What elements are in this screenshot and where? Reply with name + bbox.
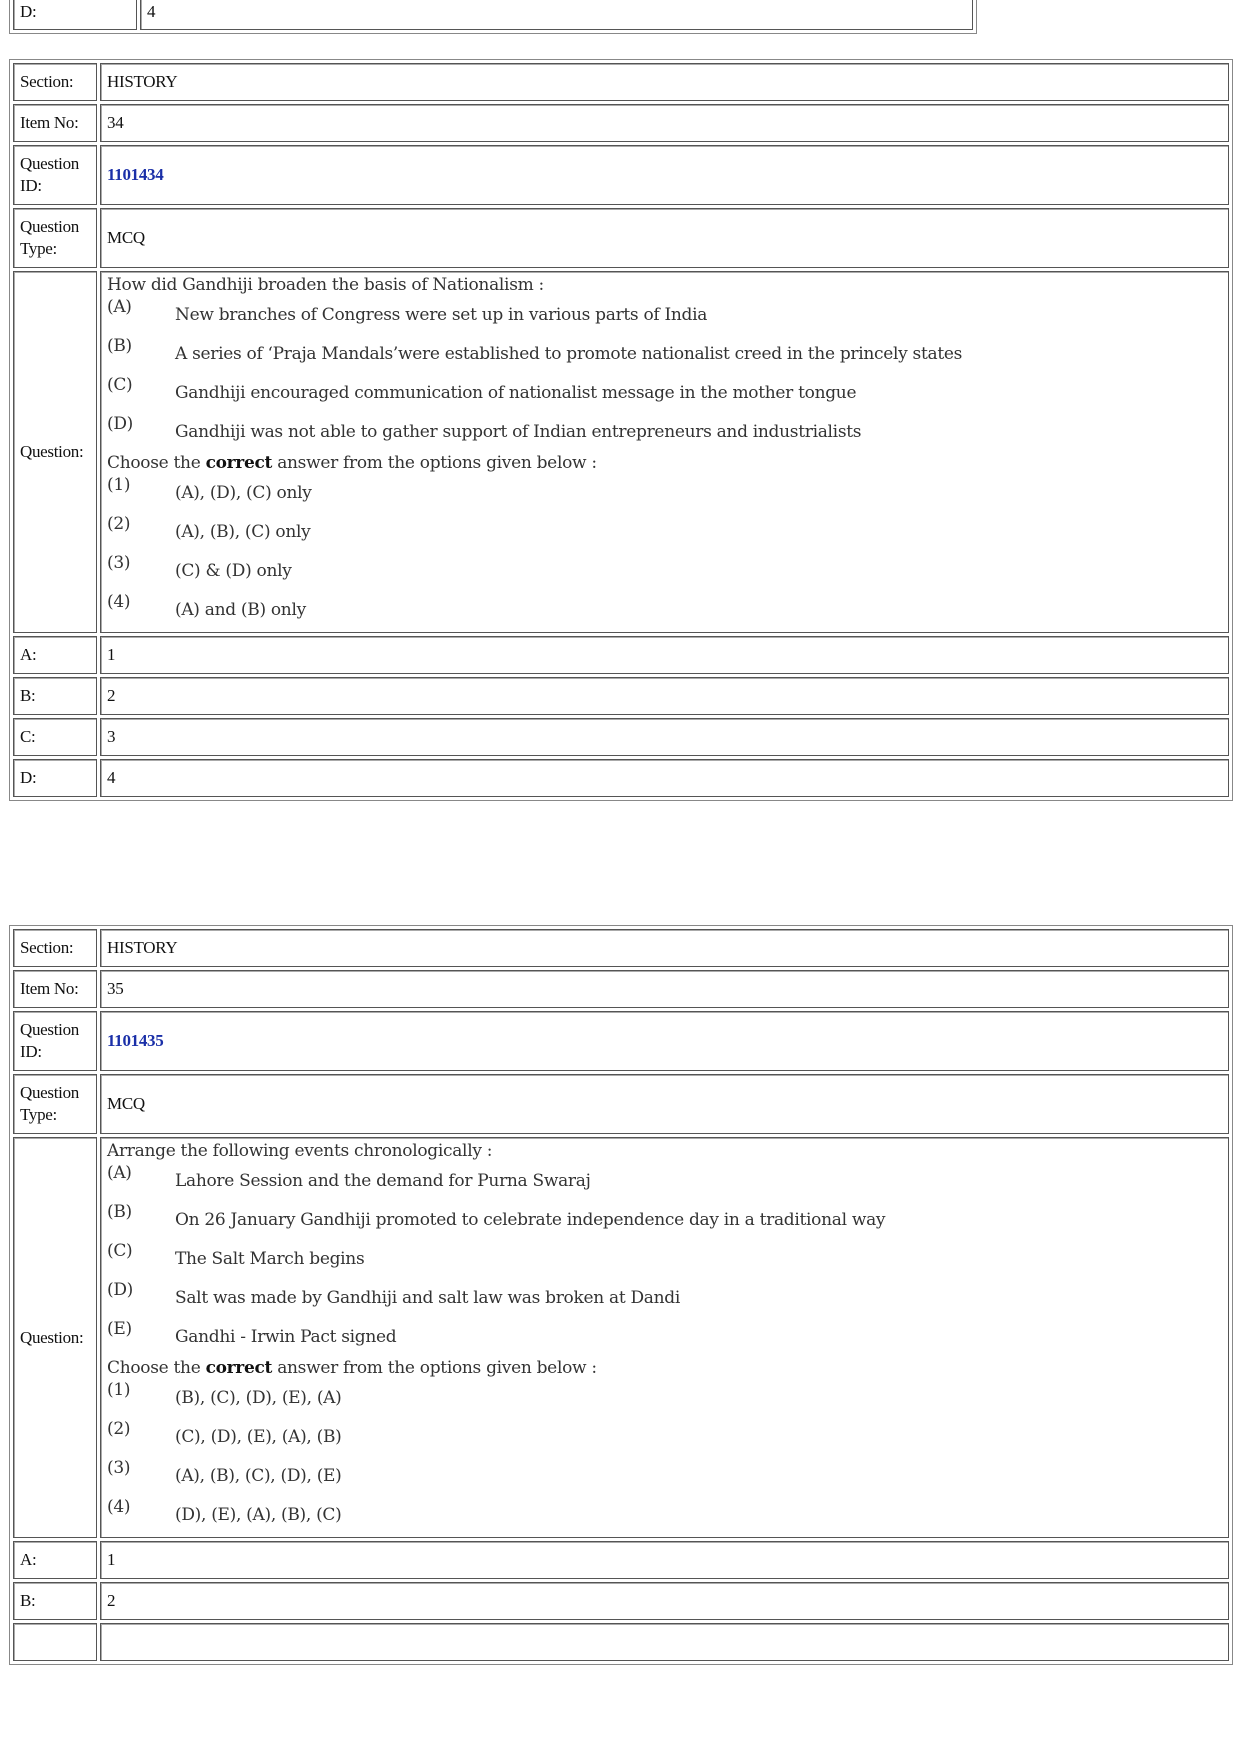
choice-4 (107, 1496, 1222, 1535)
item-no-label: Item No: (13, 104, 97, 142)
question-type-value: MCQ (100, 1074, 1229, 1134)
choice-text: (C), (D), (E), (A), (B) (175, 1427, 342, 1447)
choice-1 (107, 1379, 1222, 1418)
item-no-value: 34 (100, 104, 1229, 142)
answer-d-label: D: (13, 759, 97, 797)
question-type-value: MCQ (100, 208, 1229, 268)
choice-text: (A) and (B) only (175, 600, 306, 620)
statement-tag: (A) (107, 1163, 132, 1183)
choose-instruction (107, 1357, 1222, 1379)
statement-text: The Salt March begins (175, 1249, 365, 1269)
statement-text: Gandhiji was not able to gather support of Indian entrepreneurs and industrialists (175, 422, 862, 442)
answer-a-label: A: (13, 1541, 97, 1579)
choice-text: (B), (C), (D), (E), (A) (175, 1388, 342, 1408)
question-id-label: Question ID: (13, 145, 97, 205)
statement-tag: (D) (107, 414, 133, 434)
statement-tag: (C) (107, 375, 133, 395)
choose-bold: correct (205, 453, 273, 473)
statement-text: Salt was made by Gandhiji and salt law was broken at Dandi (175, 1288, 681, 1308)
choose-instruction (107, 452, 1222, 474)
choice-2 (107, 513, 1222, 552)
choice-1 (107, 474, 1222, 513)
question-row (13, 1137, 1229, 1538)
answer-d-value: 4 (100, 759, 1229, 797)
choice-text: (D), (E), (A), (B), (C) (175, 1505, 342, 1525)
answer-c-value-cut (100, 1623, 1229, 1661)
answer-b-value: 2 (100, 1582, 1229, 1620)
statement-b (107, 1201, 1222, 1240)
statement-tag: (A) (107, 297, 132, 317)
answer-c-row-partial (13, 1623, 1229, 1661)
option-d-label: D: (13, 0, 137, 30)
question-row (13, 271, 1229, 633)
section-label: Section: (13, 63, 97, 101)
answer-b-label: B: (13, 1582, 97, 1620)
statement-b (107, 335, 1222, 374)
answer-c-label: C: (13, 718, 97, 756)
question-35-table (9, 925, 1233, 1665)
statement-text: Lahore Session and the demand for Purna Swaraj (175, 1171, 591, 1191)
question-34-table (9, 59, 1233, 801)
section-row (13, 929, 1229, 967)
choice-text: (C) & (D) only (175, 561, 292, 581)
previous-question-fragment (9, 0, 977, 34)
statement-e (107, 1318, 1222, 1357)
answer-b-value: 2 (100, 677, 1229, 715)
question-type-label: Question Type: (13, 1074, 97, 1134)
answer-a-row (13, 1541, 1229, 1579)
statement-c (107, 1240, 1222, 1279)
question-id-row (13, 1011, 1229, 1071)
statement-tag: (C) (107, 1241, 133, 1261)
question-body (100, 1137, 1229, 1538)
statement-text: Gandhi - Irwin Pact signed (175, 1327, 397, 1347)
question-type-row (13, 208, 1229, 268)
question-type-label: Question Type: (13, 208, 97, 268)
choice-text: (A), (B), (C), (D), (E) (175, 1466, 342, 1486)
answer-c-label-cut (13, 1623, 97, 1661)
choice-tag: (4) (107, 1497, 131, 1517)
statement-text: Gandhiji encouraged communication of nationalist message in the mother tongue (175, 383, 857, 403)
choose-post: answer from the options given below : (272, 453, 597, 473)
item-no-row (13, 104, 1229, 142)
choose-bold: correct (205, 1358, 273, 1378)
section-value: HISTORY (100, 929, 1229, 967)
answer-b-row (13, 677, 1229, 715)
section-label: Section: (13, 929, 97, 967)
choice-tag: (2) (107, 1419, 131, 1439)
statement-tag: (B) (107, 1202, 132, 1222)
answer-a-label: A: (13, 636, 97, 674)
section-row (13, 63, 1229, 101)
choose-pre: Choose the (107, 453, 206, 473)
question-stem: Arrange the following events chronologically : (107, 1141, 493, 1161)
question-id-value: 1101435 (100, 1011, 1229, 1071)
option-d-value: 4 (140, 0, 973, 30)
choice-tag: (2) (107, 514, 131, 534)
choice-3 (107, 552, 1222, 591)
question-label: Question: (13, 1137, 97, 1538)
statement-c (107, 374, 1222, 413)
section-value: HISTORY (100, 63, 1229, 101)
question-id-row (13, 145, 1229, 205)
question-stem: How did Gandhiji broaden the basis of Nationalism : (107, 275, 544, 295)
answer-b-label: B: (13, 677, 97, 715)
answer-b-row (13, 1582, 1229, 1620)
choice-tag: (3) (107, 553, 131, 573)
choice-text: (A), (B), (C) only (175, 522, 311, 542)
question-id-label: Question ID: (13, 1011, 97, 1071)
statement-text: On 26 January Gandhiji promoted to celebrate independence day in a traditional way (175, 1210, 886, 1230)
statement-d (107, 1279, 1222, 1318)
question-type-row (13, 1074, 1229, 1134)
statement-text: New branches of Congress were set up in various parts of India (175, 305, 708, 325)
answer-c-value: 3 (100, 718, 1229, 756)
choice-2 (107, 1418, 1222, 1457)
choose-pre: Choose the (107, 1358, 206, 1378)
answer-c-row (13, 718, 1229, 756)
question-body (100, 271, 1229, 633)
answer-a-value: 1 (100, 1541, 1229, 1579)
choose-post: answer from the options given below : (272, 1358, 597, 1378)
item-no-row (13, 970, 1229, 1008)
statement-tag: (E) (107, 1319, 132, 1339)
question-label: Question: (13, 271, 97, 633)
statement-d (107, 413, 1222, 452)
answer-a-row (13, 636, 1229, 674)
statement-text: A series of ‘Praja Mandals’were established to promote nationalist creed in the princely states (175, 344, 963, 364)
choice-tag: (4) (107, 592, 131, 612)
statement-tag: (D) (107, 1280, 133, 1300)
choice-tag: (1) (107, 1380, 131, 1400)
choice-tag: (1) (107, 475, 131, 495)
choice-tag: (3) (107, 1458, 131, 1478)
item-no-value: 35 (100, 970, 1229, 1008)
choice-3 (107, 1457, 1222, 1496)
choice-text: (A), (D), (C) only (175, 483, 312, 503)
item-no-label: Item No: (13, 970, 97, 1008)
statement-tag: (B) (107, 336, 132, 356)
choice-4 (107, 591, 1222, 630)
answer-d-row (13, 759, 1229, 797)
answer-a-value: 1 (100, 636, 1229, 674)
statement-a (107, 296, 1222, 335)
option-d-row (13, 0, 973, 30)
statement-a (107, 1162, 1222, 1201)
question-id-value: 1101434 (100, 145, 1229, 205)
